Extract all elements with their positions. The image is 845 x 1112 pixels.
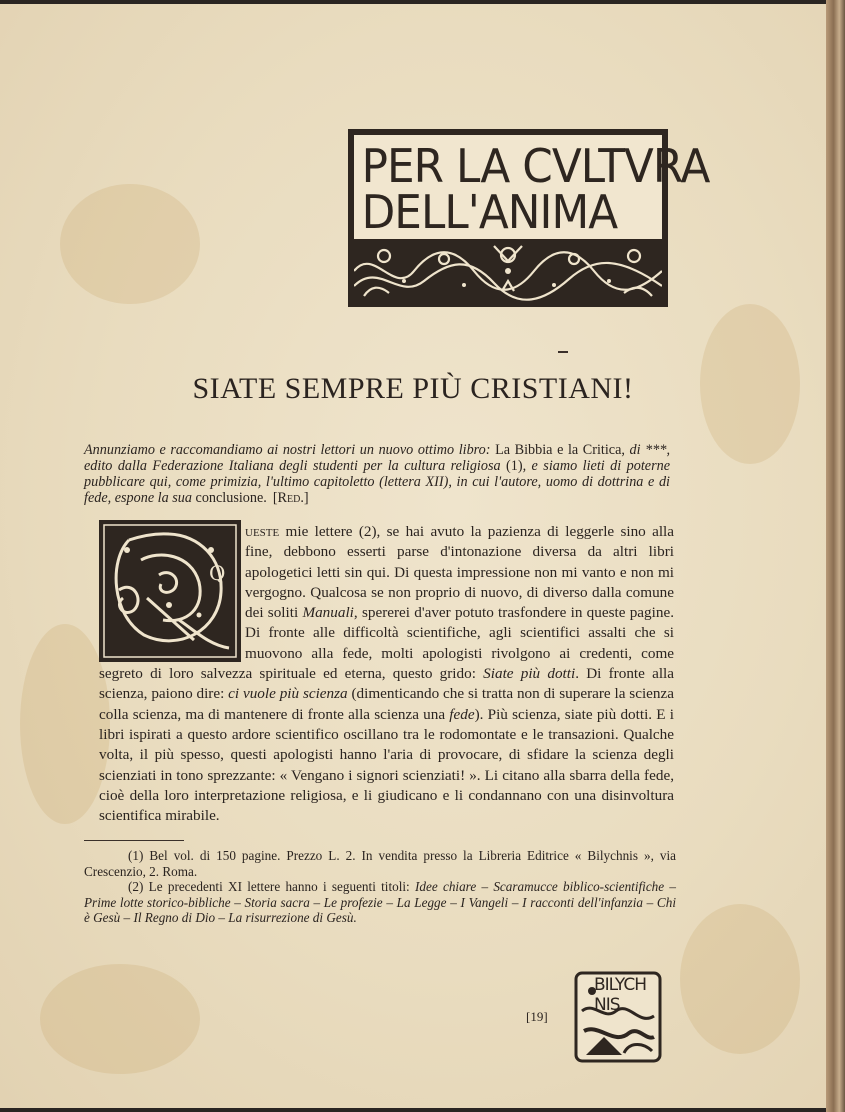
- intro-text: Annunziamo e raccomandiamo ai nostri lettori un nuovo ottimo libro:: [84, 442, 491, 458]
- ornamental-dash: [558, 351, 568, 353]
- intro-text: di ***, edito dalla Federazione Italiana degli studenti per la cultura religiosa: [84, 442, 670, 474]
- intro-book-title: La Bibbia e la Critica,: [490, 442, 630, 458]
- body-italic-run: fede: [449, 705, 475, 723]
- editorial-intro: [84, 442, 670, 506]
- intro-text: , e siamo lieti di poterne pubblicare qui, come primizia, l'ultimo capitoletto: [84, 458, 670, 490]
- intro-text: conclusione.: [191, 490, 267, 506]
- body-text-run: mie lettere (2), se hai avuto la pazienza di leggerle sino alla fine, debbono esserti parse d'intonazione diversa da altri libri apologetici letti sin qui. Di questa impressione non mi vanto e non mi vergogno. Qualcosa se non proprio di nuovo, di diverso dalla comune dei soliti: [245, 523, 674, 622]
- intro-text: (lettera XII): [379, 474, 449, 490]
- footnotes: [84, 848, 676, 926]
- footnote-1: (1) Bel vol. di 150 pagine. Prezzo L. 2. In vendita presso la Libreria Editrice « Bilychnis », via Crescenzio, 2. Roma.: [84, 848, 676, 879]
- masthead-line-2: DELL'ANIMA: [361, 185, 618, 239]
- footnote-2-titles: Idee chiare – Scaramucce biblico-scientifiche – Prime lotte storico-bibliche – Storia sacra – Le profezie – La Legge – I Vangeli – I racconti dell'infanzia – Chi è Gesù – Il Regno di Dio – La risurrezione di Gesù.: [84, 879, 676, 925]
- body-italic-run: ci vuole più scienza: [228, 685, 348, 703]
- body-italic-run: Siate più dotti: [483, 665, 576, 683]
- intro-footnote-ref: (1): [506, 458, 523, 474]
- dropcap-letter: Q: [209, 561, 226, 585]
- paper-stain: [60, 184, 200, 304]
- article-body: [99, 522, 674, 826]
- floral-ornament-icon: [354, 241, 662, 301]
- footnote-2: [84, 879, 676, 926]
- footnote-rule: [84, 840, 184, 841]
- masthead: [348, 129, 710, 307]
- page: [0, 4, 826, 1108]
- paper-stain: [680, 904, 800, 1054]
- logo-text: BILYCH NIS: [594, 975, 646, 1015]
- body-text-run: (dimenticando che si tratta non di superare la scienza colla scienza, ma di mantenere di fronte alla scienza una: [99, 685, 674, 723]
- body-text-run: . Di fronte alla scienza, paiono dire:: [99, 665, 675, 703]
- article-title: SIATE SEMPRE PIÙ CRISTIANI!: [192, 372, 634, 405]
- intro-text: , in cui l'autore, uomo di dottrina e di fede, espone la sua: [84, 474, 670, 506]
- paper-stain: [40, 964, 200, 1074]
- editor-signature: [Red.]: [272, 490, 309, 506]
- body-italic-run: Manuali: [302, 604, 354, 622]
- body-text-run: , spererei d'aver potuto trasfondere in queste pagine. Di fronte alle difficoltà scientifiche, agli scientifici assalti che si muovono alla fede, molti apologisti rivolgono ai credenti, come segreto di loro salvezza spirituale ed eterna, questo grido:: [99, 604, 674, 683]
- publisher-logo: [574, 971, 662, 1063]
- masthead-title-box: [354, 135, 710, 239]
- body-text-run: ). Più scienza, siate più dotti. E i libri ispirati a questo ardore scientifico oscillano tra le rodomontate e le transazioni. Qualche volta, il più spesso, questi apologisti hanno l'aria di provocare, di sfidare la scienza degli scienziati in tono sprezzante: « Vengano i signori scienziati! ». Li citano alla sbarra della fede, cioè della loro interpretazione religiosa, e li giudicano e li condannano con una disinvoltura scientifica mirabile.: [99, 705, 674, 825]
- first-word: ueste: [245, 523, 280, 540]
- paper-stain: [20, 624, 110, 824]
- masthead-line-1: PER LA CVLTVRA: [361, 139, 710, 193]
- page-edge: [826, 0, 845, 1112]
- page-number: [19]: [526, 1009, 548, 1024]
- footnote-2-intro: (2) Le precedenti XI lettere hanno i seguenti titoli:: [128, 879, 415, 894]
